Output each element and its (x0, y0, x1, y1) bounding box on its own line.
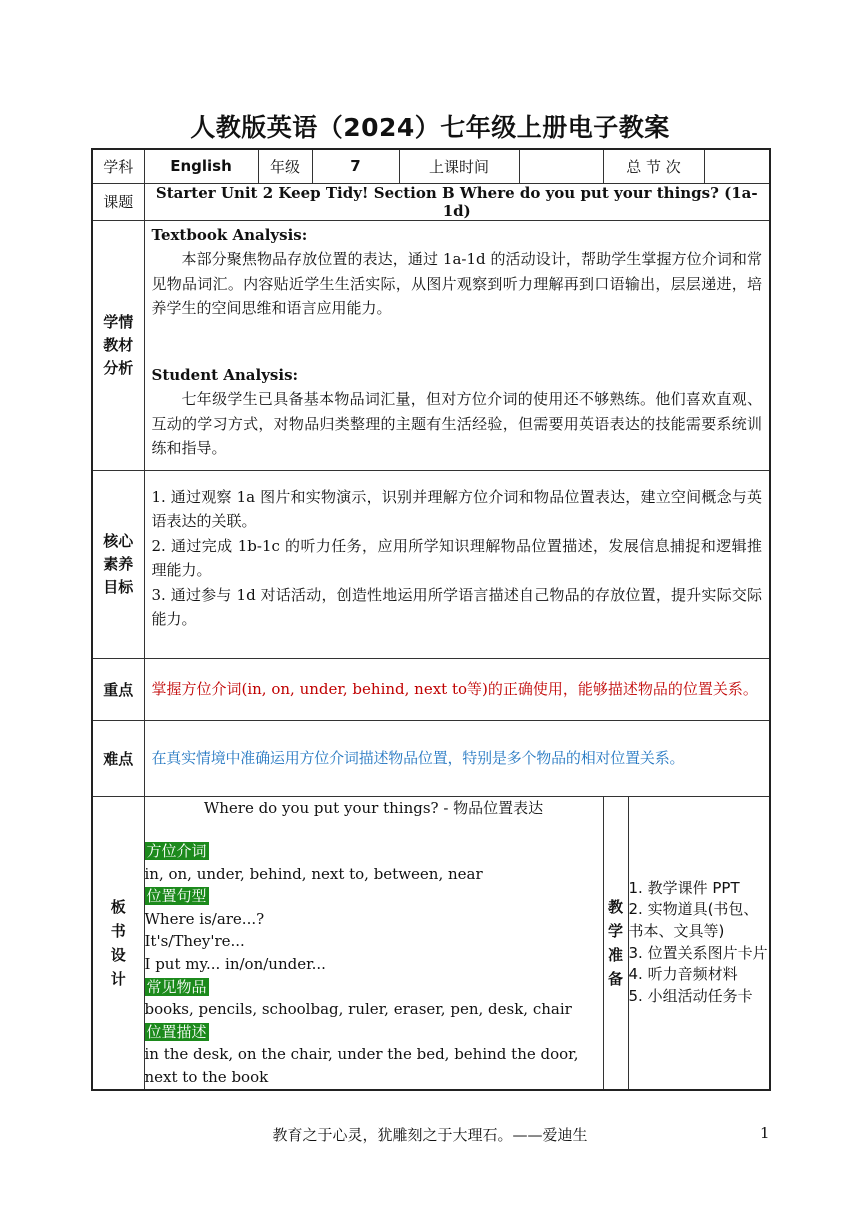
difficulties-content (144, 720, 770, 796)
analysis-label-line: 学情 (103, 312, 134, 331)
textbook-analysis-text: 本部分聚焦物品存放位置的表达，通过 1a-1d 的活动设计，帮助学生掌握方位介词和常见物品词汇。内容贴近学生生活实际，从图片观察到听力理解再到口语输出，层层递进，培养学生的空间思维和语言应用能力。 (151, 250, 763, 317)
board-design-label (92, 796, 144, 1090)
objectives-label-line: 核心 (103, 531, 134, 550)
student-analysis-text: 七年级学生已具备基本物品词汇量，但对方位介词的使用还不够熟练。他们喜欢直观、互动的学习方式，对物品归类整理的主题有生活经验，但需要用英语表达的技能需要系统训练和指导。 (151, 390, 763, 457)
topic-value: Starter Unit 2 Keep Tidy! Section B Where do you put your things? (1a-1d) (144, 183, 770, 220)
key-points-text: 掌握方位介词(in, on, under, behind, next to等)的正确使用，能够描述物品的位置关系。 (151, 679, 758, 698)
teaching-prep-label (603, 796, 628, 1090)
document-title: 人教版英语（2024）七年级上册电子教案 (190, 113, 670, 142)
board-section-line: It's/They're... (144, 932, 245, 951)
board-section-line: Where is/are...? (144, 909, 265, 928)
prep-item: 5. 小组活动任务卡 (628, 986, 753, 1005)
objectives-label (92, 470, 144, 658)
objectives-content (144, 470, 770, 658)
prep-label-char: 准 (607, 945, 623, 964)
board-label-char: 板 (110, 897, 126, 916)
board-design-content (144, 796, 603, 1090)
analysis-label (92, 220, 144, 470)
subject-label: 学科 (92, 149, 144, 183)
subject-value: English (144, 149, 258, 183)
lesson-plan-table (91, 148, 771, 1091)
board-section-tag: 方位介词 (146, 842, 207, 861)
header-row (92, 149, 770, 183)
difficulties-label: 难点 (92, 720, 144, 796)
board-section-tag: 位置句型 (146, 887, 207, 906)
total-periods-label: 总 节 次 (603, 149, 704, 183)
board-section-line: books, pencils, schoolbag, ruler, eraser, pen, desk, chair (144, 1000, 572, 1019)
board-row (92, 796, 770, 1090)
board-section-line: in, on, under, behind, next to, between, near (144, 864, 483, 883)
class-time-label: 上课时间 (399, 149, 519, 183)
prep-item: 4. 听力音频材料 (628, 965, 738, 984)
objective-item: 1. 通过观察 1a 图片和实物演示，识别并理解方位介词和物品位置表达，建立空间概念与英语表达的关联。 (151, 487, 763, 530)
analysis-row (92, 220, 770, 470)
board-label-char: 计 (110, 969, 126, 988)
board-section-tag: 位置描述 (146, 1022, 207, 1041)
board-section-line: in the desk, on the chair, under the bed, behind the door, next to the book (144, 1045, 579, 1087)
prep-item: 3. 位置关系图片卡片 (628, 943, 768, 962)
objectives-label-line: 目标 (103, 577, 134, 596)
key-points-row (92, 658, 770, 720)
prep-item: 2. 实物道具(书包、书本、文具等) (628, 900, 759, 940)
difficulties-text: 在真实情境中准确运用方位介词描述物品位置，特别是多个物品的相对位置关系。 (151, 748, 685, 767)
teaching-prep-content (628, 796, 770, 1090)
board-section-line: I put my... in/on/under... (144, 955, 326, 974)
prep-item: 1. 教学课件 PPT (628, 878, 740, 897)
grade-label: 年级 (258, 149, 312, 183)
analysis-label-line: 分析 (103, 358, 134, 377)
page-number: 1 (760, 1124, 770, 1142)
prep-label-char: 学 (607, 921, 623, 940)
objective-item: 3. 通过参与 1d 对话活动，创造性地运用所学语言描述自己物品的存放位置，提升实际交际能力。 (151, 585, 763, 628)
class-time-value (519, 149, 603, 183)
key-points-content (144, 658, 770, 720)
grade-value: 7 (312, 149, 399, 183)
objective-item: 2. 通过完成 1b-1c 的听力任务，应用所学知识理解物品位置描述，发展信息捕捉和逻辑推理能力。 (151, 536, 763, 579)
board-section-tag: 常见物品 (146, 977, 207, 996)
analysis-content (144, 220, 770, 470)
student-analysis-heading: Student Analysis: (151, 365, 299, 384)
total-periods-value (704, 149, 770, 183)
footer-quote: 教育之于心灵，犹雕刻之于大理石。——爱迪生 (272, 1126, 588, 1144)
analysis-label-line: 教材 (103, 335, 134, 354)
objectives-label-line: 素养 (103, 554, 134, 573)
difficulties-row (92, 720, 770, 796)
board-label-char: 设 (110, 945, 126, 964)
topic-row (92, 183, 770, 220)
prep-label-char: 教 (607, 897, 623, 916)
textbook-analysis-heading: Textbook Analysis: (151, 225, 308, 244)
board-title: Where do you put your things? - 物品位置表达 (203, 798, 544, 817)
prep-label-char: 备 (607, 969, 623, 988)
key-points-label: 重点 (92, 658, 144, 720)
board-label-char: 书 (110, 921, 126, 940)
topic-label: 课题 (92, 183, 144, 220)
objectives-row (92, 470, 770, 658)
